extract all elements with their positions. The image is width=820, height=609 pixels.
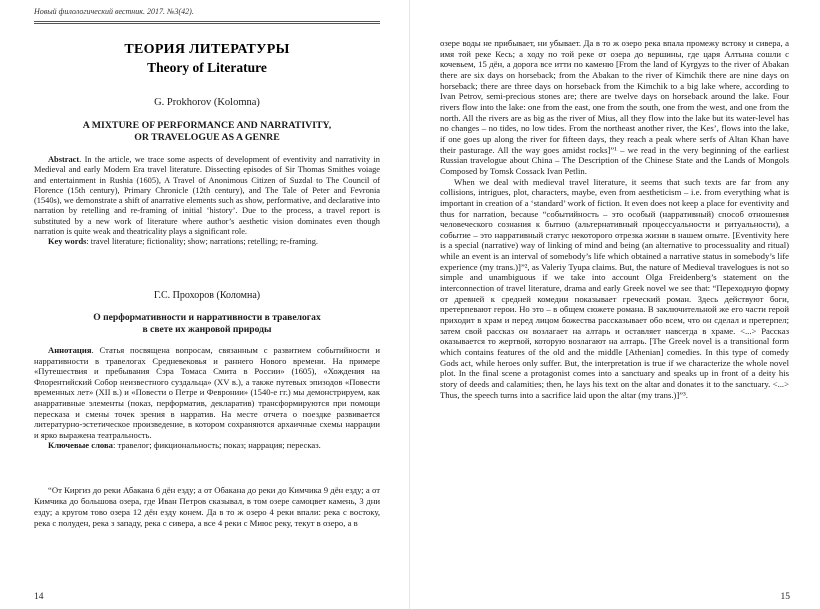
article-title-ru-line1: О перформативности и нарративности в травелогах bbox=[93, 312, 321, 323]
body-text-right bbox=[440, 38, 789, 400]
annotation-ru bbox=[34, 345, 380, 451]
header-rule bbox=[34, 21, 380, 22]
page-number-left: 14 bbox=[34, 592, 44, 602]
quote-paragraph: “От Киргиз до реки Абакана 6 дён езду; а от Обакана до реки до Кимчика 9 дён езду; а от Кимчика до большова озера, где Иван Петров сказывал, в том озере самоцвет камень, 3 дни езду; а кругом тово озера 12 дён езду конем. Да в то ж озеро 4 реки впали: река с востоку, река с полуден, река з западу, река с сивера, а все 4 реки с Миюс реку, текут в озеро, а в bbox=[34, 485, 380, 528]
journal-header: Новый филологический вестник. 2017. №3(42). bbox=[34, 7, 194, 16]
annotation-text: . Статья посвящена вопросам, связанным с развитием событийности и нарративности в травелогах Средневековья и раннего Нового времени. На примере «Путешествия и пребывания Сэра Томаса Смита в России» (1605), «Хождения на Флорентийский Собор неизвестного суздальца» (XV в.), а также путевых эпизодов «Повести временных лет» (XII в.) и «Повести о Петре и Февронии» (1540-е гг.) мы демонстрируем, как анарративные элементы (показ, перформатив, декларатив) трансформируются при помощи пересказа и смены точек зрения в нарратив. На месте отчета о поездке развивается литературно-эстетическое произведение, в котором сохраняются архаичные схемы наррации и ярко выражена театральность. bbox=[34, 345, 380, 440]
author-ru: Г.С. Прохоров (Коломна) bbox=[153, 290, 261, 301]
article-title-en bbox=[34, 120, 380, 144]
article-title-en-line2: OR TRAVELOGUE AS A GENRE bbox=[134, 132, 280, 143]
body-paragraph-2: When we deal with medieval travel literature, it seems that such texts are far from any collisions, intrigues, plot, characters, maybe, even from aestheticism – i.e. from everything what is important in creation of a ‘standard’ work of fiction. It even does not keep a place for eventivity and thus for narration, because “событийность – это особый (нарративный) способ отношения человеческого сознания к бытию (альтернативный процессуальности и ритуальности), а событие – это нарративный статус некоторого отрезка жизни в нашем опыте. [Eventivity here is a special (narrative) way of linking of mind and being (an alternative to processuality and ritual) while an event is an interval of somebody’s life which obtained a narrative status in somebody’s life experience (my trans.)]”², as Valeriy Tyupa claims. But, the nature of Medieval travelogues is not so simple and unambiguous if we take into account Olga Freidenberg’s statement on the interconnection of travel literature, drama and early Greek novel we see that: “Переходную форму от древней к средней комедии показывает греческий роман. Здесь действуют боги, претерпевают герои. Но это – в общем сюжете романа. В заключительной же его части герой приходит в храм и перед лицом божества рассказывает обо всем, что он сделал и претерпел; затем свой рассказ он возлагает на алтарь и оставляет навсегда в храме. <...> Рассказ оказывается то жертвой, которую возлагают на алтарь. [The Greek novel is a transitional form which contains features of the old and the middle [Athenian] comedies. In this type of comedy Gods act, while heroes only suffer. But, the interpretation is true if we characterize the whole novel plot. In the final scene a protagonist comes into a sanctuary and speaks up in front of a deity his story of deeds and calamities; then, he lays his text on the altar and donates it to the sanctuary. <...> Thus, the speech turns into a sacrifice laid upon the altar (my trans.)]”³. bbox=[440, 176, 789, 400]
keywords-ru-label: Ключевые слова bbox=[48, 440, 113, 451]
quote-body bbox=[34, 485, 380, 529]
abstract-label: Abstract bbox=[48, 155, 80, 164]
keywords-ru-text: : травелог; фикциональность; показ; наррация; пересказ. bbox=[112, 440, 321, 451]
article-title-ru bbox=[34, 312, 380, 336]
abstract-en bbox=[34, 155, 380, 248]
abstract-text: . In the article, we trace some aspects of development of eventivity and narrativity in Medieval and early Modern Era travel literature. Dissecting episodes of Sir Thomas Smithes voiage and entertainment in Rushia (1605), A Travel of Anonimous Citizen of Suzdal to The Council of Florence (15th century), Primary Chronicle (12th century), and The Tale of Peter and Fevronia (1540s), we demonstrate a shift of anarrative elements such as show, performative, and declarative into narration by retelling and re-framing of initial ‘history’. Due to the process, a travel report is substituted by a new work of literature where author’s aesthetic vision dominates even though narration is quite weak and theatricality plays a significant role. bbox=[34, 155, 380, 237]
right-page bbox=[410, 0, 820, 609]
article-title-ru-line2: в свете их жанровой природы bbox=[142, 324, 272, 335]
article-title-en-line1: A MIXTURE OF PERFORMANCE AND NARRATIVITY, bbox=[82, 120, 332, 131]
keywords-label: Key words bbox=[48, 237, 87, 247]
keywords-text: : travel literature; fictionality; show; narrations; retelling; re-framing. bbox=[86, 237, 319, 247]
page-number-right: 15 bbox=[780, 592, 790, 602]
body-paragraph-1: озере воды не прибывает, ни убывает. Да в то ж озеро река впала промежу встоку и сивера, а имя той реке Кесь; а ходу по той реке от озера до вершины, где царя Алтына сошли с кочевьем, 15 дён, а дорога все итти по каменю [From the land of Kyrgyzs to the river of Abakan there are six days on horseback; from the Abakan to the river of Kimchik there are nine days on horseback; there are three days on horseback from the Kimchik to a big lake where, according to Ivan Petrov, semi-precious stones are; there are twelve days on horseback around the lake. Four rivers flow into the lake: one from the east, one from the south, one from the west, and one from the north. All the rivers are as big as the river of Mius, all they flow into the lake but its water-level has no changes – no tides, no low tides. From the northeast another river, the Kes’, flows into the lake, if one goes up along the river for fifteen days, they reach a peak where serfs of Altan Khan have their pasturage. All the way goes amidst rocks]”¹ – we read in the very beginning of the earliest Russian travelogue about China – The Description of the Chinese State and the Lands of Mongols Composed by Tomsk Cossack Ivan Petlin. bbox=[440, 38, 789, 176]
annotation-label: Аннотация bbox=[48, 345, 92, 355]
header-rule-secondary bbox=[34, 23, 380, 24]
section-title-ru: ТЕОРИЯ ЛИТЕРАТУРЫ bbox=[124, 42, 290, 57]
section-title-en: Theory of Literature bbox=[147, 60, 267, 75]
author-en: G. Prokhorov (Kolomna) bbox=[154, 97, 260, 108]
